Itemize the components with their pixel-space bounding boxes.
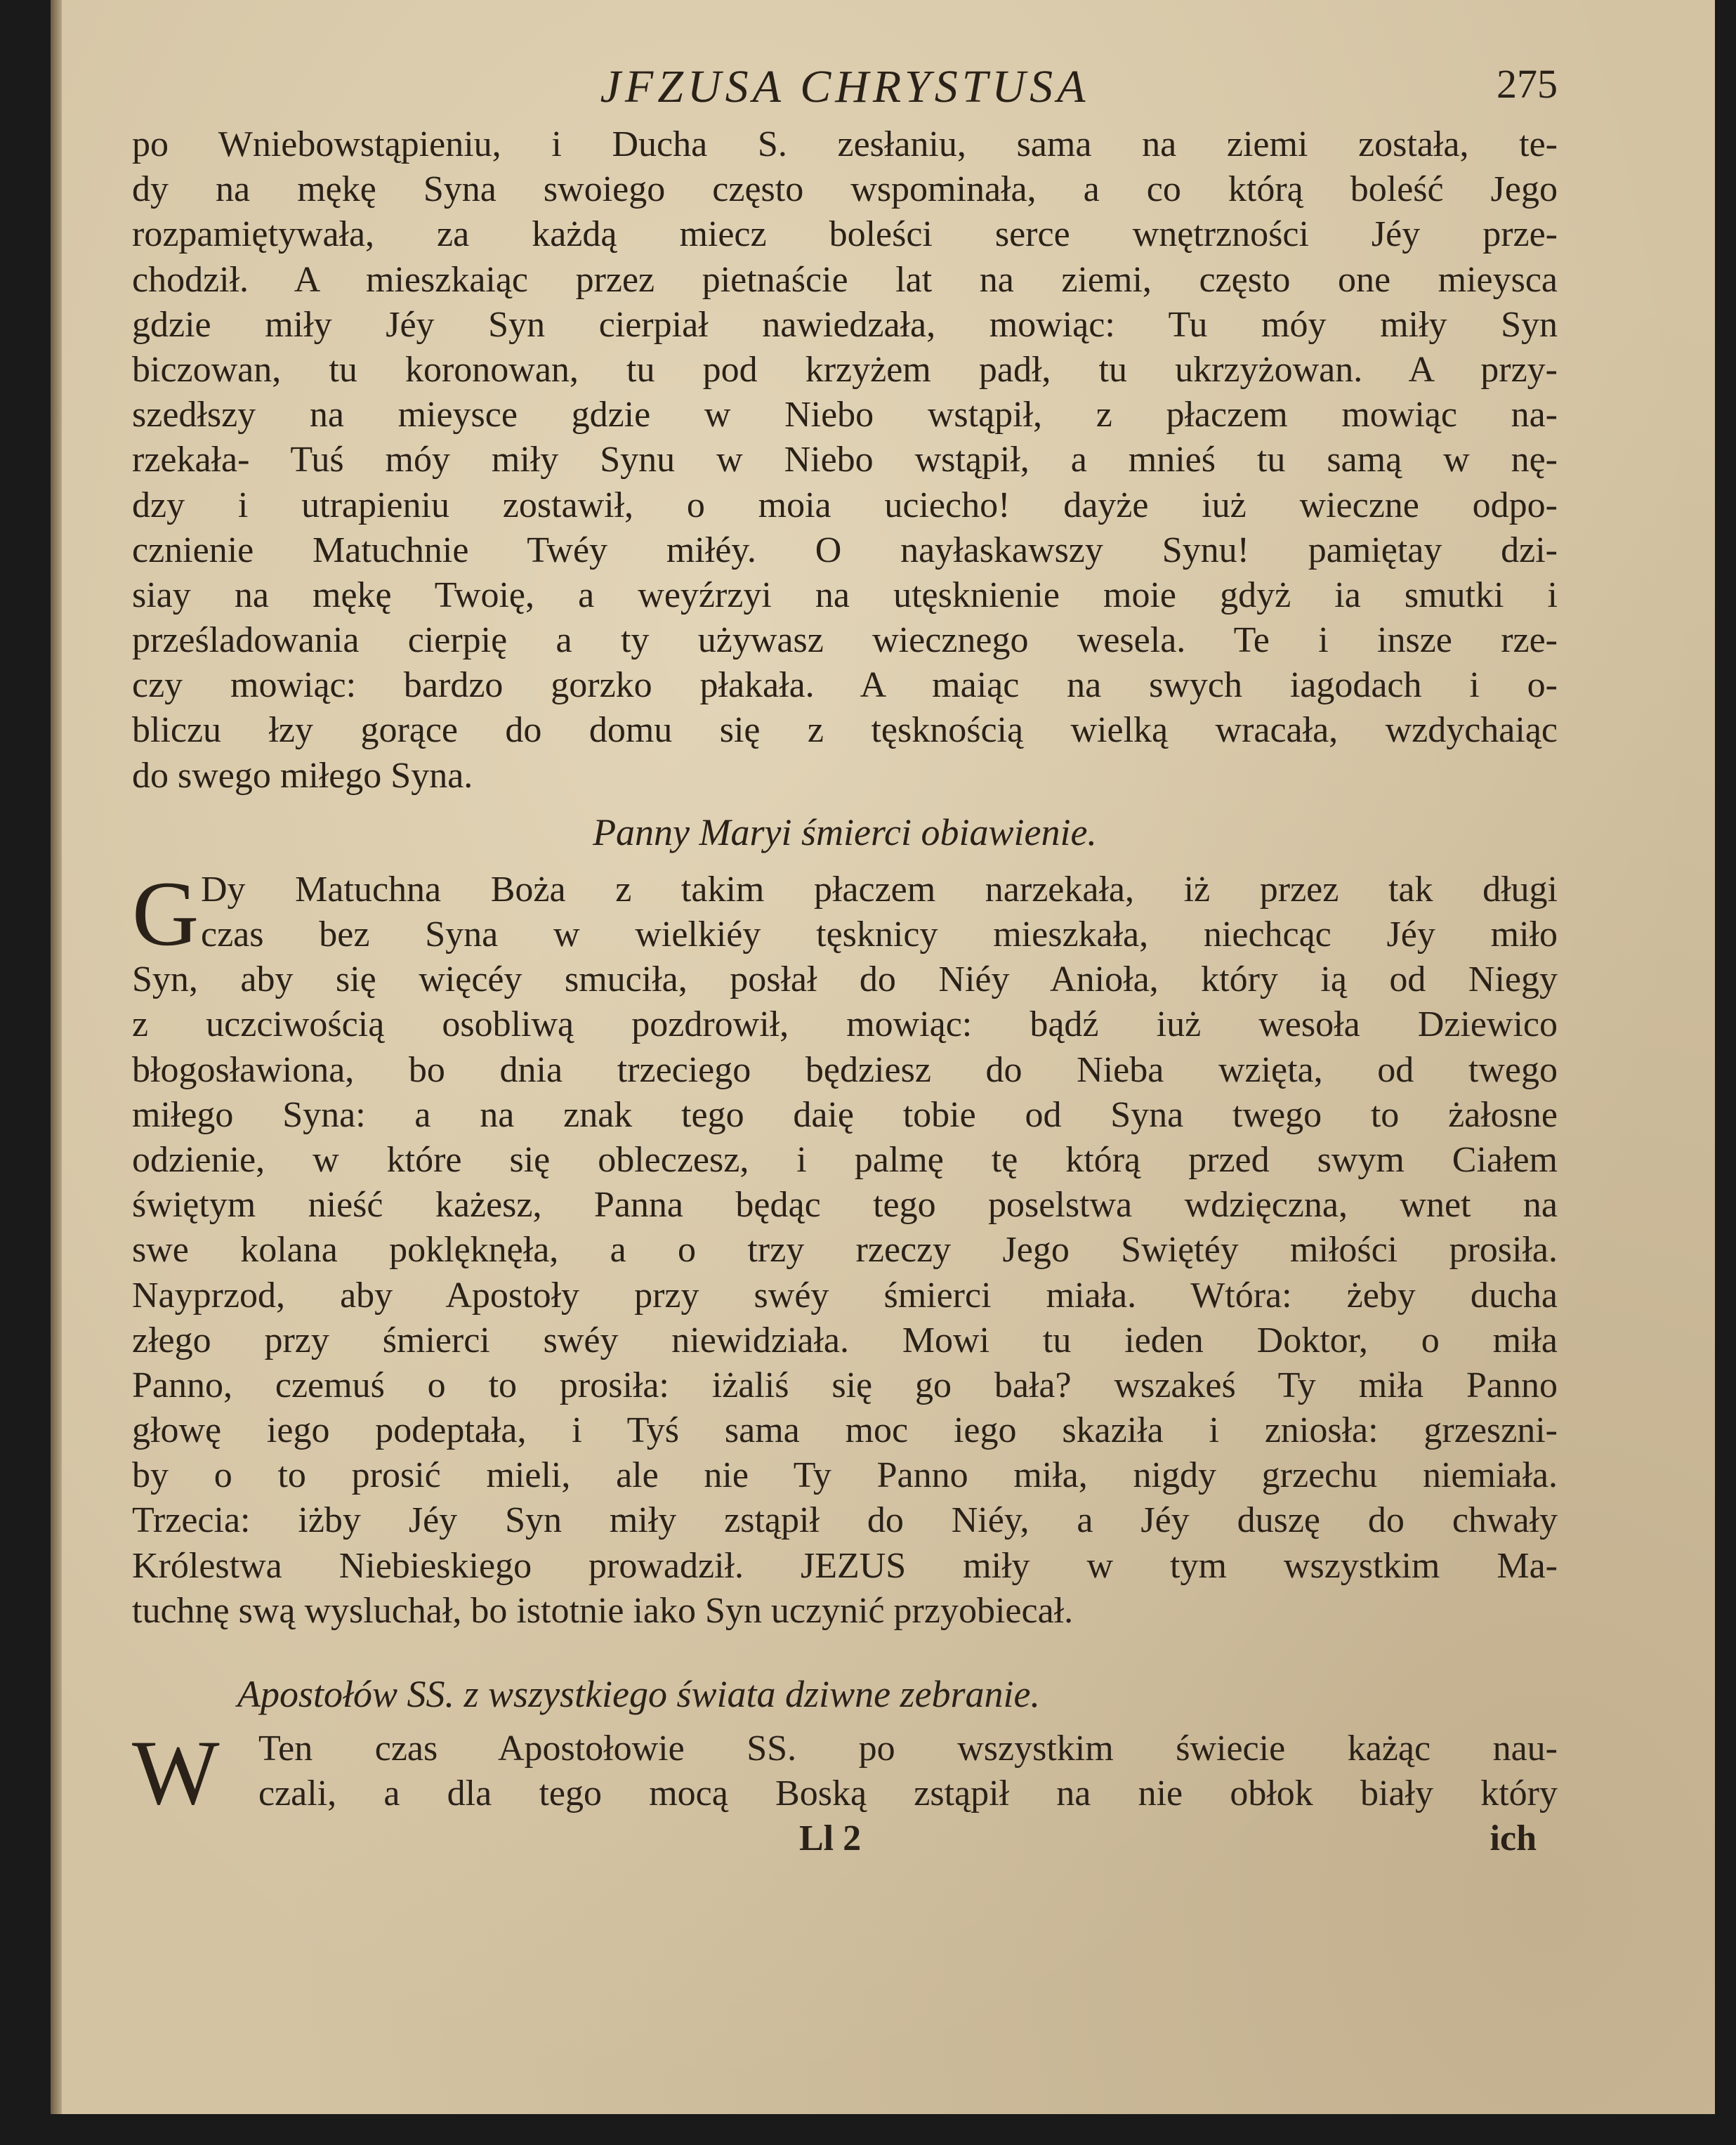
page-header [132, 55, 1558, 122]
text-line: biczowan, tu koronowan, tu pod krzyżem padł, tu ukrzyżowan. A przy- [132, 349, 1558, 390]
text-line: świętym nieść każesz, Panna będąc tego poselstwa wdzięczna, wnet na [132, 1185, 1558, 1226]
text-line: gdzie miły Jéy Syn cierpiał nawiedzała, mowiąc: Tu móy miły Syn [132, 304, 1558, 345]
text-line: szedłszy na mieysce gdzie w Niebo wstąpił, z płaczem mowiąc na- [132, 395, 1558, 435]
text-line: tuchnę swą wysluchał, bo istotnie iako Syn uczynić przyobiecał. [132, 1590, 1074, 1631]
catchword: ich [1490, 1818, 1537, 1859]
text-line: Panno, czemuś o to prosiła: iżaliś się go bała? wszakeś Ty miła Panno [132, 1365, 1558, 1405]
signature-mark: Ll 2 [799, 1818, 862, 1859]
scan-border [0, 2114, 1736, 2145]
text-line: Królestwa Niebieskiego prowadził. JEZUS miły w tym wszystkim Ma- [132, 1545, 1558, 1586]
text-line: po Wniebowstąpieniu, i Ducha S. zesłaniu, sama na ziemi została, te- [132, 124, 1558, 164]
text-line: czas bez Syna w wielkiéy tęsknicy mieszkała, niechcąc Jéy miło [201, 914, 1558, 955]
drop-cap: W [132, 1721, 220, 1824]
paragraph-1 [132, 122, 1558, 799]
text-line: miłego Syna: a na znak tego daię tobie od Syna twego to żałosne [132, 1094, 1558, 1135]
text-line: błogosławiona, bo dnia trzeciego będziesz do Nieba wzięta, od twego [132, 1049, 1558, 1090]
text-line: złego przy śmierci swéy niewidziała. Mowi tu ieden Doktor, o miła [132, 1320, 1558, 1360]
text-line: by o to prosić mieli, ale nie Ty Panno miła, nigdy grzechu niemiała. [132, 1455, 1558, 1496]
text-line: czali, a dla tego mocą Boską zstąpił na nie obłok biały który [258, 1773, 1558, 1814]
text-line: prześladowania cierpię a ty używasz wiecznego wesela. Te i insze rze- [132, 620, 1558, 661]
text-line: Dy Matuchna Boża z takim płaczem narzekała, iż przez tak długi [201, 869, 1558, 910]
paragraph-3 [132, 1721, 1558, 1824]
text-line: Nayprzod, aby Apostoły przy swéy śmierci miała. Wtóra: żeby ducha [132, 1275, 1558, 1316]
page-footer [132, 1818, 1558, 1867]
text-line: czy mowiąc: bardzo gorzko płakała. A maiąc na swych iagodach i o- [132, 665, 1558, 706]
text-line: chodził. A mieszkaiąc przez pietnaście lat na ziemi, często one mieysca [132, 259, 1558, 300]
section-heading: Panny Maryi śmierci obiawienie. [593, 811, 1097, 853]
text-line: cznienie Matuchnie Twéy miłéy. O nayłaskawszy Synu! pamiętay dzi- [132, 530, 1558, 570]
text-line: z uczciwością osobliwą pozdrowił, mowiąc: bądź iuż wesoła Dziewico [132, 1004, 1558, 1045]
text-line: bliczu łzy gorące do domu się z tęsknością wielką wracała, wzdychaiąc [132, 710, 1558, 751]
text-line: Ten czas Apostołowie SS. po wszystkim świecie każąc nau- [258, 1729, 1558, 1769]
text-line: siay na mękę Twoię, a weyźrzyi na utęsknienie moie gdyż ia smutki i [132, 575, 1558, 615]
text-line: swe kolana poklęknęła, a o trzy rzeczy Jego Swiętéy miłości prosiła. [132, 1230, 1558, 1271]
paragraph-2 [132, 861, 1558, 1634]
text-line: odzienie, w które się obleczesz, i palmę tę którą przed swym Ciałem [132, 1139, 1558, 1180]
text-line: rozpamiętywała, za każdą miecz boleści serce wnętrzności Jéy prze- [132, 214, 1558, 255]
drop-cap: G [132, 861, 199, 965]
running-title: JFZUSA CHRYSTUSA [600, 61, 1090, 112]
text-line: rzekała- Tuś móy miły Synu w Niebo wstąpił, a mnieś tu samą w nę- [132, 440, 1558, 480]
section-heading: Apostołów SS. z wszystkiego świata dziwne zebranie. [237, 1673, 1041, 1715]
text-line: Trzecia: iżby Jéy Syn miły zstąpił do Niéy, a Jéy duszę do chwały [132, 1500, 1558, 1541]
page-gutter [51, 0, 62, 2114]
text-line: głowę iego podeptała, i Tyś sama moc iego skaziła i zniosła: grzeszni- [132, 1410, 1558, 1451]
text-line: Syn, aby się więcéy smuciła, posłał do Niéy Anioła, który ią od Niegy [132, 959, 1558, 1000]
text-line: dy na mękę Syna swoiego często wspominała, a co którą boleść Jego [132, 169, 1558, 210]
text-line: dzy i utrapieniu zostawił, o moia uciecho! dayże iuż wieczne odpo- [132, 485, 1558, 525]
page-number: 275 [1497, 61, 1558, 107]
page-text [132, 55, 1558, 1867]
text-line: do swego miłego Syna. [132, 755, 473, 796]
